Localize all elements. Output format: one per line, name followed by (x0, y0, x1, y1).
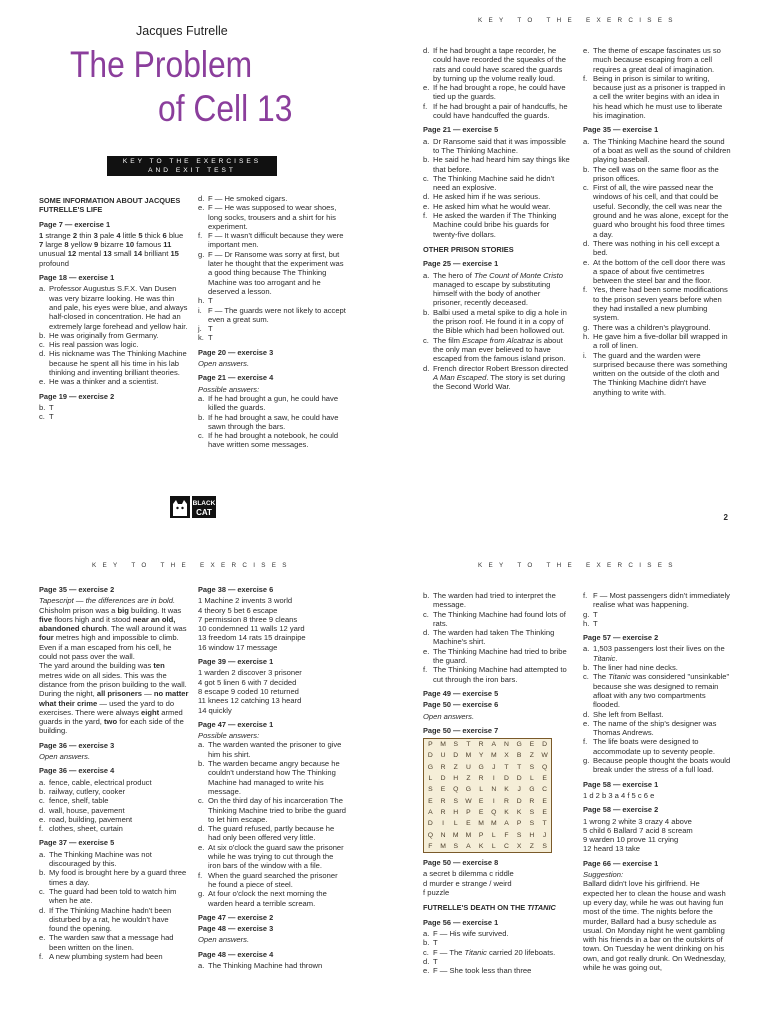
grid-letter: E (529, 741, 535, 749)
grid-letter: R (478, 775, 484, 783)
grid-letter: K (504, 786, 509, 794)
column-b4 (583, 591, 731, 972)
grid-letter: S (453, 797, 458, 805)
column-1 (39, 190, 189, 422)
grid-letter: M (440, 842, 446, 850)
answer-item: b. The cell was on the same floor as the prison offices. (583, 164, 719, 183)
grid-letter: F (428, 842, 433, 850)
answer-item: j. T (198, 324, 213, 334)
answer-item: c. The Thinking Machine said he didn't need an explosive. (423, 173, 555, 193)
answer-item: f. When the guard searched the prisoner he found a piece of steel. (198, 870, 338, 889)
answer-item: c. On the third day of his incarceration The Thinking Machine tried to bribe the guard to let him escape. (198, 796, 347, 824)
grid-letter: T (504, 763, 509, 771)
answer-item: d. His nickname was The Thinking Machine because he spent all his time in his lab thinking and inventing brilliant theories. (39, 349, 187, 378)
grid-letter: L (453, 820, 458, 828)
possible-answers: Possible answers: (198, 731, 260, 741)
answer-line: 16 window 17 message (198, 642, 278, 652)
answer-item: d. If The Thinking Machine hadn't been disturbed by a rat, he wouldn't have found the opening. (39, 905, 172, 934)
grid-letter: N (504, 741, 509, 749)
answer-item: a. fence, cable, electrical product (39, 777, 152, 787)
answer-line: 1 wrong 2 white 3 crazy 4 above (583, 816, 692, 826)
answer-item: e. He was a thinker and a scientist. (39, 377, 159, 387)
black-cat-logo (168, 494, 218, 520)
grid-letter: G (516, 741, 522, 749)
grid-letter: W (465, 797, 472, 805)
column-b2 (198, 585, 348, 970)
tapescript-paragraph-2: The yard around the building was ten metres wide on all sides. This was the distance from the prison building to the wall. During the night, all prisoners — no matter what their crime — used the yard to do exercises. There were always eight armed guards in the yard, two for each side of the building. (39, 661, 189, 736)
grid-letter: X (504, 752, 509, 760)
grid-letter: M (465, 752, 472, 760)
grid-letter: D (516, 797, 522, 805)
answer-item: a. The Thinking Machine heard the sound of a boat as well as the sound of children playing baseball. (583, 136, 731, 165)
grid-letter: Z (466, 775, 471, 783)
grid-letter: D (453, 752, 459, 760)
grid-letter: U (465, 763, 471, 771)
exercise-heading: Page 50 — exercise 6 (423, 700, 499, 710)
answer-line: 11 knees 12 catching 13 heard (198, 696, 302, 706)
open-answers: Open answers. (198, 935, 250, 945)
answer-item: a. 1,503 passengers lost their lives on the Titanic. (583, 644, 725, 663)
answer-item: e. If he had brought a rope, he could have tied up the guards. (423, 83, 566, 102)
grid-letter: E (542, 808, 547, 816)
grid-letter: E (440, 786, 446, 794)
grid-letter: K (504, 808, 509, 816)
grid-letter: T (542, 820, 547, 828)
answer-item: f. He asked the warden if The Thinking Machine could bribe his guards for twenty-five dollars. (423, 211, 557, 239)
column-4 (583, 46, 731, 397)
grid-letter: M (440, 741, 446, 749)
answer-item: e. F — He was supposed to wear shoes, long socks, trousers and a shirt for his experiment. (198, 203, 337, 231)
section-heading: FUTRELLE'S DEATH ON THE TITANIC (423, 903, 556, 913)
grid-letter: M (465, 831, 472, 839)
answer-line: 5 child 6 Ballard 7 acid 8 scream (583, 825, 693, 835)
grid-letter: L (529, 775, 534, 783)
answer-item: i. F — The guards were not likely to accept even a great sum. (198, 305, 346, 324)
section-heading: OTHER PRISON STORIES (423, 244, 514, 254)
grid-letter: M (452, 831, 459, 839)
answer-item: d. The warden had taken The Thinking Machine's shirt. (423, 628, 555, 647)
grid-letter: F (504, 831, 509, 839)
exercise-heading: Page 47 — exercise 2 (198, 912, 274, 922)
exercise-heading: Page 56 — exercise 1 (423, 917, 499, 927)
grid-letter: L (479, 786, 483, 794)
grid-letter: S (453, 741, 458, 749)
grid-letter: I (492, 797, 495, 805)
grid-letter: E (478, 797, 484, 805)
answer-item: f. F — Most passengers didn't immediately realise what was happening. (583, 591, 730, 610)
grid-letter: H (453, 808, 459, 816)
grid-letter: X (516, 842, 522, 850)
open-answers: Open answers. (198, 359, 250, 369)
grid-letter: A (428, 808, 433, 816)
answer-item: b. My food is brought here by a guard three times a day. (39, 868, 187, 887)
possible-answers: Possible answers: (198, 384, 260, 394)
grid-letter: K (516, 808, 522, 816)
grid-letter: Q (491, 808, 497, 816)
exercise-heading: Page 47 — exercise 1 (198, 719, 274, 729)
grid-letter: L (491, 842, 496, 850)
answer-item: h. T (583, 618, 598, 628)
grid-letter: R (529, 797, 535, 805)
answer-line: a secret b dilemma c riddle (423, 869, 514, 879)
grid-letter: S (529, 763, 535, 771)
grid-letter: Q (541, 763, 548, 771)
suggestion-paragraph: Ballard didn't love his girlfriend. He expected her to clean the house and wash up every day, while he was out having fun most of the time. The nights before the murder, Ballard had a busy schedule as usual. On Monday night he went gambling with his friends in a bar on the outskirts of town. On Tuesday he went drinking on his own, and got really drunk. On Wednesday, while he was going out, (583, 879, 726, 972)
grid-letter: G (478, 763, 484, 771)
answer-item: e. At six o'clock the guard saw the prisoner while he was trying to cut through the iron bars of the window with a file. (198, 842, 344, 871)
answer-item: c. The Titanic was considered "unsinkable" because she was designed to remain afloat with any two compartments flooded. (583, 672, 730, 710)
answer-item: a. Professor Augustus S.F.X. Van Dusen was very bizarre looking. He was thin and pale, his eyes were blue, and always half-closed in concentration. He had an extremely large forehead and yellow hair. (39, 284, 188, 331)
grid-letter: M (490, 752, 497, 760)
exercise-heading: Page 49 — exercise 5 (423, 688, 499, 698)
exercise-heading: Page 35 — exercise 1 (583, 125, 659, 135)
key-banner (107, 156, 277, 176)
grid-letter: S (529, 820, 535, 828)
answer-line: 4 got 5 linen 6 with 7 decided (198, 677, 297, 687)
book-title-line1: The Problem (70, 44, 253, 85)
author-name: Jacques Futrelle (136, 24, 228, 38)
answer-line: 14 quickly (198, 705, 232, 715)
answer-item: c. The film Escape from Alcatraz is about the only man ever believed to have escaped from the famous island prison. (423, 335, 566, 364)
grid-letter: G (427, 763, 433, 771)
answer-item: c. First of all, the wire passed near the windows of his cell, and that could be useful. Secondly, the cell was near the ground and he was alone, except for the guard who brought his food three times a day. (583, 183, 729, 239)
answer-line: d murder e strange / weird (423, 878, 512, 888)
exercise-heading: Page 36 — exercise 3 (39, 740, 115, 750)
answer-item: b. The liner had nine decks. (583, 663, 678, 673)
grid-letter: Z (529, 842, 534, 850)
answer-item: h. He gave him a five-dollar bill wrapped in a roll of linen. (583, 331, 728, 351)
running-header: KEY TO THE EXERCISES (478, 17, 679, 24)
grid-letter: D (504, 775, 509, 783)
exercise-heading: Page 57 — exercise 2 (583, 633, 659, 643)
answer-item: d. wall, house, pavement (39, 805, 125, 815)
grid-letter: E (466, 820, 471, 828)
answer-item: e. road, building, pavement (39, 814, 133, 824)
answer-item: i. The guard and the warden were surprised because there was something written on the outside of the cloth and The Thinking Machine didn't have anything to write with. (583, 350, 728, 397)
grid-letter: R (440, 763, 446, 771)
answer-item: a. The hero of The Count of Monte Cristo managed to escape by substituting himself with the body of another prisoner, recently deceased. (423, 270, 564, 308)
word-list: 1 strange 2 thin 3 pale 4 little 5 thick 6 blue 7 large 8 yellow 9 bizarre 10 famous 11 unusual 12 mental 13 small 14 brilliant 15 profound (39, 230, 184, 268)
word-search-grid (423, 738, 552, 853)
answer-item: f. clothes, sheet, curtain (39, 824, 123, 834)
column-b3 (423, 591, 571, 975)
exercise-heading: Page 48 — exercise 3 (198, 924, 274, 934)
suggestion-label: Suggestion: (583, 870, 624, 880)
exercise-heading: Page 48 — exercise 4 (198, 949, 274, 959)
grid-letter: G (529, 786, 535, 794)
grid-letter: L (428, 775, 433, 783)
grid-letter: P (466, 808, 471, 816)
answer-item: f. The Thinking Machine had attempted to cut through the iron bars. (423, 665, 567, 684)
page-number: 2 (723, 513, 728, 522)
answer-item: e. F — She took less than three (423, 966, 532, 976)
grid-letter: I (442, 820, 444, 828)
answer-item: c. His real passion was logic. (39, 340, 139, 350)
column-2 (198, 194, 348, 450)
answer-line: 10 condemned 11 walls 12 yard (198, 624, 305, 634)
grid-letter: E (542, 797, 547, 805)
grid-letter: S (516, 831, 522, 839)
grid-letter: N (491, 786, 497, 794)
grid-letter: D (427, 820, 433, 828)
exercise-heading: Page 37 — exercise 5 (39, 838, 115, 848)
answer-item: e. At the bottom of the cell door there was a space of about five centimetres between the steel bar and the floor. (583, 257, 726, 286)
grid-letter: B (516, 752, 522, 760)
grid-letter: Z (529, 752, 534, 760)
tapescript-paragraph-1: Chisholm prison was a big building. It was five floors high and it stood near an old, abandoned church. The wall around it was four metres high and impossible to climb. Even if a man escaped from his cell, he could not pass over the wall. (39, 605, 187, 662)
answer-item: a. Dr Ransome said that it was impossible to The Thinking Machine. (423, 136, 566, 155)
grid-letter: H (529, 831, 535, 839)
answer-item: h. T (198, 296, 213, 306)
answer-item: g. F — Dr Ransome was sorry at first, but later he thought that the experiment was a good thing because The Thinking Machine was too arrogant and he deserved a lesson. (198, 249, 344, 296)
grid-letter: S (428, 786, 433, 794)
grid-letter: K (478, 842, 484, 850)
answer-line: f puzzle (423, 888, 450, 898)
column-3 (423, 46, 571, 391)
open-answers: Open answers. (423, 711, 475, 721)
answer-item: g. Because people thought the boats would break under the stress of a full load. (583, 756, 731, 775)
grid-letter: C (504, 842, 509, 850)
grid-letter: E (542, 775, 547, 783)
answer-item: c. fence, shelf, table (39, 796, 109, 806)
answer-item: d. She left from Belfast. (583, 709, 664, 719)
answer-item: c. T (39, 412, 54, 422)
exercise-heading: Page 19 — exercise 2 (39, 391, 115, 401)
grid-letter: W (541, 752, 548, 760)
grid-letter: A (491, 741, 497, 749)
answer-line: 8 escape 9 coded 10 returned (198, 686, 299, 696)
svg-text:CAT: CAT (196, 508, 212, 517)
answer-item: k. T (198, 333, 213, 343)
answer-item: f. The life boats were designed to accommodate up to seventy people. (583, 737, 715, 756)
grid-letter: A (504, 820, 509, 828)
answer-item: d. There was nothing in his cell except a bed. (583, 238, 720, 258)
banner-line2: AND EXIT TEST (148, 167, 236, 174)
answer-item: f. Yes, there had been some modifications to the prison seven years before when they had installed a new plumbing system. (583, 285, 728, 323)
answer-item: b. The warden had tried to interpret the message. (423, 591, 556, 610)
grid-letter: S (542, 842, 547, 850)
tapescript-note: Tapescript — the differences are in bold. (39, 596, 176, 606)
answer-item: a. F — His wife survived. (423, 928, 509, 938)
grid-letter: R (440, 797, 446, 805)
answer-item: c. F — The Titanic carried 20 lifeboats. (423, 947, 556, 957)
grid-letter: D (440, 775, 446, 783)
grid-letter: Y (478, 752, 484, 760)
answer-item: e. The Thinking Machine had tried to bribe the guard. (423, 646, 567, 666)
book-title-line2: of Cell 13 (158, 88, 293, 129)
answer-line: 4 theory 5 bet 6 escape (198, 605, 278, 615)
grid-letter: S (453, 842, 458, 850)
answer-item: f. A new plumbing system had been (39, 951, 163, 961)
grid-letter: M (478, 820, 484, 828)
exercise-heading: Page 18 — exercise 1 (39, 273, 115, 283)
answer-item: e. The theme of escape fascinates us so much because escaping from a cell requires a great deal of imagination. (583, 46, 721, 74)
answer-item: b. T (39, 402, 54, 412)
grid-letter: D (427, 752, 433, 760)
answer-item: a. The Thinking Machine was not discouraged by this. (39, 849, 152, 869)
grid-letter: J (517, 786, 521, 794)
answer-item: e. The warden saw that a message had been written on the linen. (39, 933, 174, 952)
answer-item: f. Being in prison is similar to writing, because just as a prisoner is trapped in a cell the writer begins with an idea in his head which he must use to liberate his imagination. (583, 73, 726, 121)
answer-line: 1 warden 2 discover 3 prisoner (198, 668, 302, 678)
answer-item: g. There was a children's playground. (583, 322, 711, 332)
grid-letter: C (542, 786, 548, 794)
grid-letter: J (492, 763, 496, 771)
answer-item: f. If he had brought a pair of handcuffs, he could have handcuffed the guards. (423, 101, 568, 121)
grid-letter: U (440, 752, 446, 760)
section-heading: SOME INFORMATION ABOUT JACQUES FUTRELLE'S LIFE (39, 196, 181, 215)
grid-letter: R (440, 808, 446, 816)
answer-item: b. He said he had heard him say things like that before. (423, 155, 570, 174)
exercise-heading: Page 50 — exercise 7 (423, 725, 499, 735)
grid-letter: E (478, 808, 484, 816)
column-b1 (39, 585, 189, 961)
answer-item: c. The Thinking Machine had found lots of rats. (423, 609, 566, 628)
grid-letter: I (492, 775, 495, 783)
grid-letter: Q (427, 831, 433, 839)
answer-item: b. railway, cutlery, cooker (39, 786, 126, 796)
answer-line: 9 warden 10 prove 11 crying (583, 835, 679, 845)
grid-letter: E (428, 797, 433, 805)
grid-letter: T (517, 763, 522, 771)
page-bottom (0, 558, 768, 1024)
answer-item: e. The name of the ship's designer was Thomas Andrews. (583, 718, 717, 738)
answer-item: g. T (583, 609, 598, 619)
exercise-heading: Page 21 — exercise 5 (423, 125, 499, 135)
grid-letter: S (529, 808, 535, 816)
open-answers: Open answers. (39, 752, 91, 762)
grid-letter: P (478, 831, 484, 839)
grid-letter: Q (453, 786, 459, 794)
answer-item: d. F — He smoked cigars. (198, 194, 288, 203)
exercise-heading: Page 36 — exercise 4 (39, 766, 115, 776)
answer-line: 1 Machine 2 invents 3 world (198, 596, 293, 606)
grid-letter: H (453, 775, 459, 783)
grid-letter: N (440, 831, 446, 839)
answer-item: b. If he had brought a saw, he could have sawn through the bars. (198, 412, 339, 431)
grid-letter: D (542, 741, 548, 749)
answer-item: d. T (423, 956, 438, 966)
exercise-heading: Page 39 — exercise 1 (198, 657, 274, 667)
grid-letter: T (466, 741, 471, 749)
grid-letter: P (428, 741, 433, 749)
exercise-heading: Page 7 — exercise 1 (39, 219, 111, 229)
answer-item: c. The guard had been told to watch him when he ate. (39, 886, 177, 906)
exercise-heading: Page 25 — exercise 1 (423, 259, 499, 269)
answer-item: a. If he had brought a gun, he could have killed the guards. (198, 393, 339, 413)
answer-line: 13 freedom 14 rats 15 drainpipe (198, 633, 306, 643)
grid-letter: Z (453, 763, 458, 771)
answer-line: 7 permission 8 three 9 cleans (198, 614, 298, 624)
answer-item: d. The guard refused, partly because he had only been offered very little. (198, 824, 335, 843)
answer-item: f. F — It wasn't difficult because they were important men. (198, 231, 344, 250)
grid-letter: R (478, 741, 484, 749)
exercise-heading: Page 58 — exercise 1 (583, 779, 659, 789)
answer-item: b. He was originally from Germany. (39, 330, 159, 340)
answer-item: a. The Thinking Machine had thrown (198, 960, 323, 970)
exercise-heading: Page 21 — exercise 4 (198, 373, 274, 383)
grid-letter: D (516, 775, 522, 783)
answer-item: g. At four o'clock the next morning the warden heard a terrible scream. (198, 889, 327, 908)
grid-letter: G (465, 786, 472, 794)
answer-line: 1 d 2 b 3 a 4 f 5 c 6 e (583, 790, 655, 800)
answer-item: d. He asked him if he was serious. (423, 192, 541, 202)
answer-item: d. If he had brought a tape recorder, he could have recorded the squeaks of the rats and could have scared the guards by turning up the volume really loud. (423, 46, 566, 83)
grid-letter: A (466, 842, 471, 850)
answer-item: e. He asked him what he would wear. (423, 201, 551, 211)
answer-item: b. The warden became angry because he couldn't understand how The Thinking Machine had managed to write his message. (198, 759, 340, 796)
answer-line: 12 heard 13 take (583, 844, 640, 854)
exercise-heading: Page 50 — exercise 8 (423, 858, 499, 868)
grid-letter: P (516, 820, 522, 828)
running-header-right: KEY TO THE EXERCISES (478, 562, 679, 569)
grid-letter: J (542, 831, 547, 839)
answer-item: c. If he had brought a notebook, he could have written some messages. (198, 431, 339, 450)
answer-item: b. Balbi used a metal spike to dig a hole in the prison roof. He found it in a copy of the Bible which had been hollowed out. (423, 307, 567, 336)
exercise-heading: Page 66 — exercise 1 (583, 858, 659, 868)
banner-line1: KEY TO THE EXERCISES (122, 158, 262, 165)
svg-text:BLACK: BLACK (192, 500, 216, 507)
exercise-heading: Page 20 — exercise 3 (198, 347, 274, 357)
running-header-left: KEY TO THE EXERCISES (92, 562, 293, 569)
exercise-heading: Page 35 — exercise 2 (39, 585, 115, 594)
answer-item: b. T (423, 938, 438, 948)
grid-letter: L (491, 831, 496, 839)
answer-item: d. French director Robert Bresson directed A Man Escaped. The story is set during the Second World War. (423, 363, 569, 392)
exercise-heading: Page 58 — exercise 2 (583, 805, 659, 815)
grid-letter: M (490, 820, 497, 828)
exercise-heading: Page 38 — exercise 6 (198, 585, 274, 594)
answer-item: a. The warden wanted the prisoner to give him his shirt. (198, 740, 342, 759)
grid-letter: R (504, 797, 509, 805)
